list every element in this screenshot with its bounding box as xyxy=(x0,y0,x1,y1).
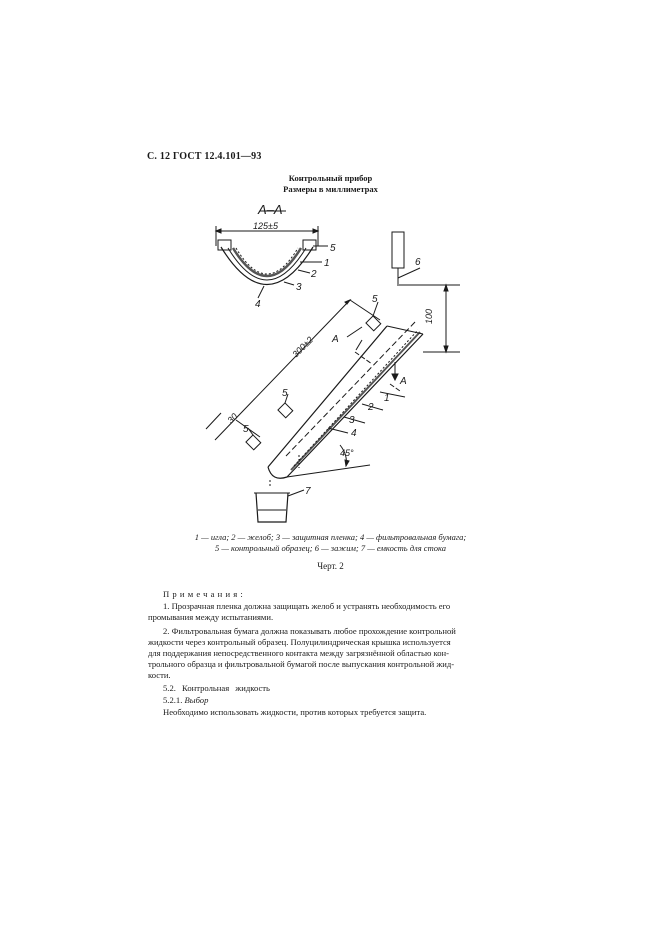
callout-1-section: 1 xyxy=(324,258,330,269)
label-dim-length: 300±2 xyxy=(290,334,316,360)
label-angle: 45° xyxy=(340,448,354,458)
callout-5-top: 5 xyxy=(372,294,378,305)
label-dim-offset: 30 xyxy=(225,411,240,426)
note-2-line-1: 2. Фильтровальная бумага должна показывать любое прохождение контрольной xyxy=(163,626,456,636)
callout-5-low: 5 xyxy=(243,424,249,435)
label-dim-width: 125±5 xyxy=(253,221,278,231)
page-header: С. 12 ГОСТ 12.4.101—93 xyxy=(147,151,262,162)
note-1-line-1: 1. Прозрачная пленка должна защищать желоб и устранять необходимость его xyxy=(163,601,451,611)
callout-2-section: 2 xyxy=(311,269,317,280)
legend-line-2: 5 — контрольный образец; 6 — зажим; 7 — емкость для стока xyxy=(214,543,446,553)
callout-5-section: 5 xyxy=(330,243,336,254)
label-arrow-a: А xyxy=(400,376,407,387)
section-heading: 5.2. Контрольная жидкость xyxy=(163,683,270,693)
section-paper xyxy=(233,248,301,276)
specimen-5-top xyxy=(366,316,381,331)
note-1-line-2: промывания между испытаниями. xyxy=(148,612,274,622)
note-2-line-5: кости. xyxy=(148,670,171,680)
label-dim-height: 100 xyxy=(424,308,434,324)
notes-heading: Примечания: xyxy=(163,589,247,599)
figure-title: Контрольный прибор xyxy=(288,173,373,183)
callout-4-section: 4 xyxy=(255,299,261,310)
callout-3-section: 3 xyxy=(296,282,302,293)
note-2-line-3: для поддержания непосредственного контакта между загрязнённой областью кон- xyxy=(148,648,450,658)
section-body: Необходимо использовать жидкости, против которых требуется защита. xyxy=(163,707,427,717)
legend-line-1: 1 — игла; 2 — желоб; 3 — защитная пленка; 4 — фильтровальная бумага; xyxy=(194,532,467,542)
subsection-title: Выбор xyxy=(184,695,209,705)
trough-lower-edge xyxy=(287,334,423,477)
specimen-5-mid xyxy=(278,403,293,418)
label-section: А–А xyxy=(258,202,283,217)
figure-caption: Черт. 2 xyxy=(317,561,344,571)
subsection-number: 5.2.1. xyxy=(163,695,183,705)
section-specimen-left xyxy=(218,240,231,250)
callout-6: 6 xyxy=(415,257,421,268)
callout-3: 3 xyxy=(349,415,355,426)
note-2-line-4: трольного образца и фильтровальной бумагой после выпускания контрольной жид- xyxy=(148,659,455,669)
note-2-line-2: жидкости через контрольный образец. Полуцилиндрическая крышка используется xyxy=(148,637,451,647)
callout-7: 7 xyxy=(305,486,311,497)
specimen-5-low xyxy=(246,435,261,450)
callout-5-mid: 5 xyxy=(282,388,288,399)
section-specimen-right xyxy=(303,240,316,250)
figure-subtitle: Размеры в миллиметрах xyxy=(283,184,378,194)
callout-2: 2 xyxy=(368,402,374,413)
drain-container xyxy=(256,493,288,522)
callout-4: 4 xyxy=(351,428,357,439)
label-arrow-a-top: А xyxy=(332,334,339,345)
callout-1: 1 xyxy=(384,393,390,404)
clamp xyxy=(392,232,404,268)
